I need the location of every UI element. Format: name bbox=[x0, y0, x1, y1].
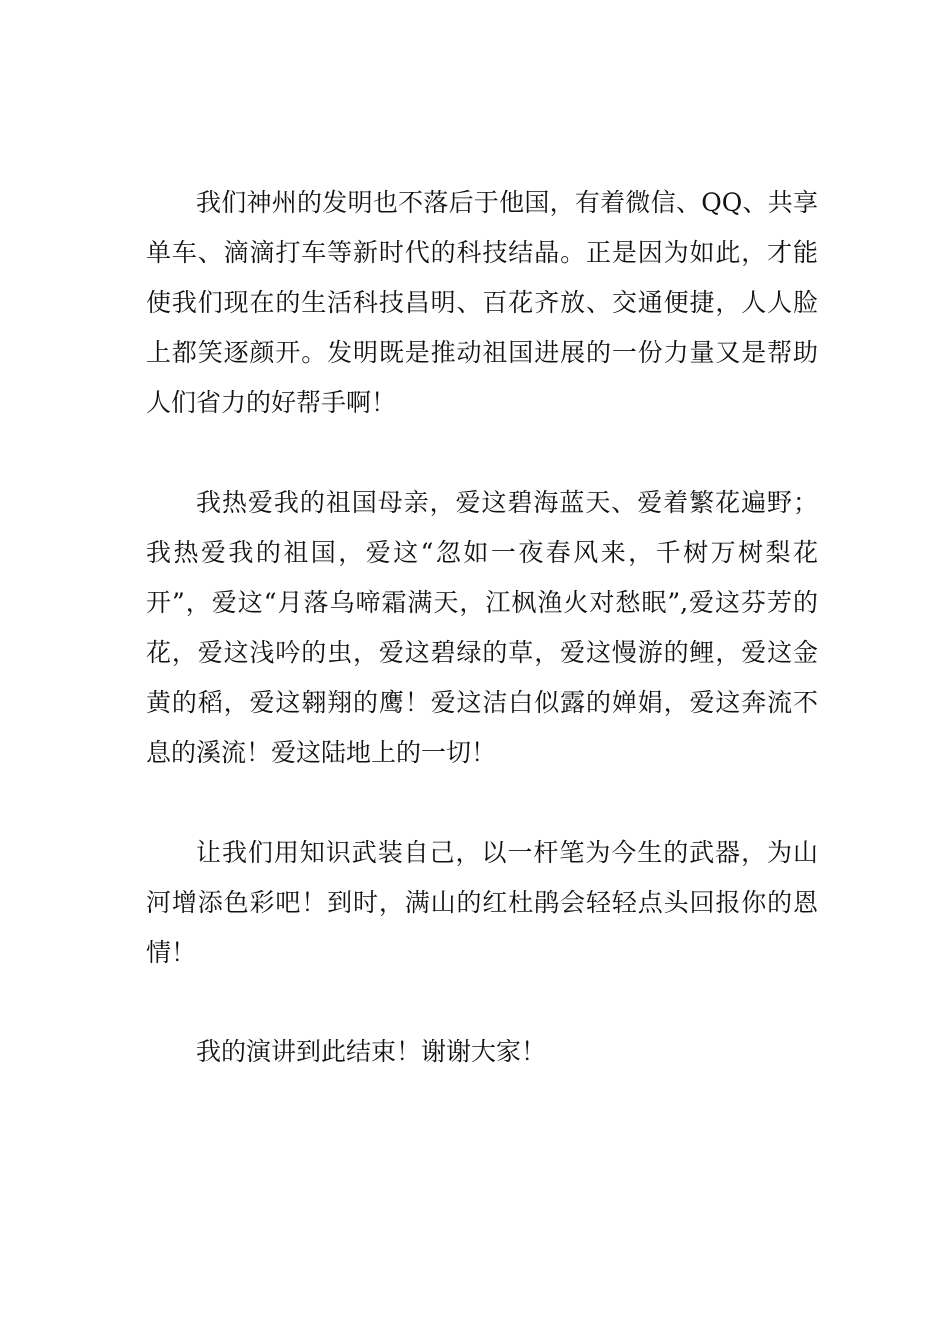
paragraph-invention: 我们神州的发明也不落后于他国，有着微信、QQ、共享单车、滴滴打车等新时代的科技结晶。正是因为如此，才能使我们现在的生活科技昌明、百花齐放、交通便捷，人人脸上都笑逐颜开。发明既是推动祖国进展的一份力量又是帮助人们省力的好帮手啊！ bbox=[146, 188, 818, 417]
paragraph-knowledge: 让我们用知识武装自己，以一杆笔为今生的武器，为山河增添色彩吧！到时，满山的红杜鹃会轻轻点头回报你的恩情！ bbox=[146, 838, 818, 967]
paragraph-closing: 我的演讲到此结束！谢谢大家！ bbox=[196, 1037, 547, 1066]
document-body bbox=[146, 178, 818, 1077]
paragraph-spacer bbox=[146, 428, 818, 478]
paragraph-love-motherland: 我热爱我的祖国母亲，爱这碧海蓝天、爱着繁花遍野；我热爱我的祖国，爱这“忽如一夜春风来，千树万树梨花开”，爱这“月落乌啼霜满天，江枫渔火对愁眠”,爱这芬芳的花，爱这浅吟的虫，爱这碧绿的草，爱这慢游的鲤，爱这金黄的稻，爱这翱翔的鹰！爱这洁白似露的婵娟，爱这奔流不息的溪流！爱这陆地上的一切！ bbox=[146, 488, 818, 767]
paragraph-spacer bbox=[146, 978, 818, 1027]
paragraph-spacer bbox=[146, 778, 818, 828]
